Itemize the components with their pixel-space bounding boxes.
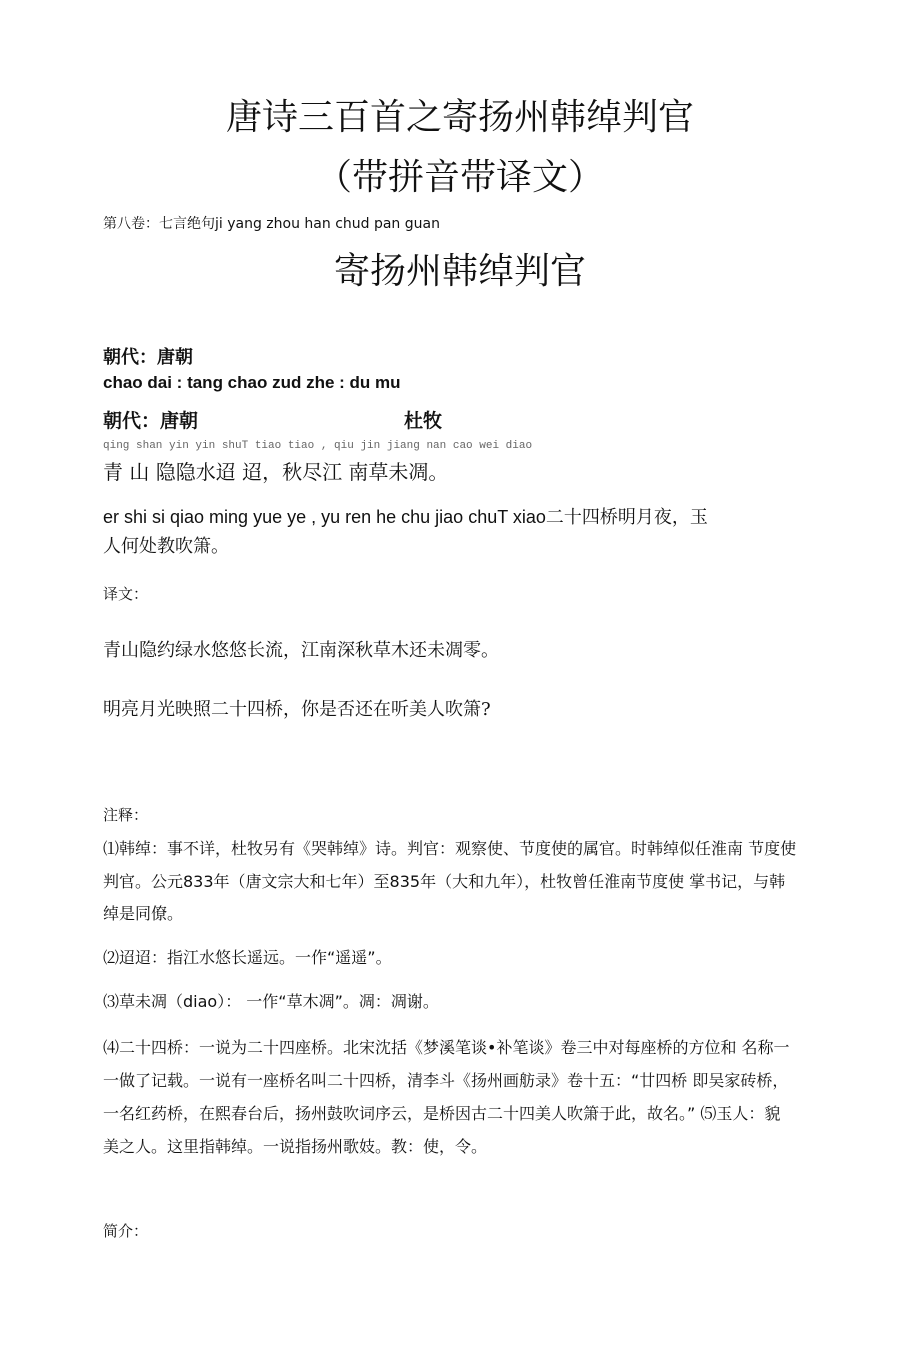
translation-label: 译文： [103,585,149,603]
dynasty: 朝代：唐朝 [103,347,193,368]
author: 杜牧 [404,410,443,432]
poem-title: 寄扬州韩绰判官 [333,251,586,292]
poem-line-2: er shi si qiao ming yue ye , yu ren he chu jiao chuT xiao二十四桥明月夜，玉 [103,507,708,527]
note-line: 美之人。这里指韩绰。一说指扬州歌妓。教：使，令。 [103,1137,488,1156]
poem-line-1: 青 山 隐隐水迢 迢，秋尽江 南草未凋。 [103,460,449,484]
note-line: ⑶草未凋（diao）： 一作“草木凋”。凋：凋谢。 [103,992,439,1011]
notes-label: 注释： [103,806,149,824]
dynasty-repeat: 朝代：唐朝 [103,410,199,432]
line1-pinyin: qing shan yin yin shuT tiao tiao , qiu jin jiang nan cao wei diao [103,440,533,452]
note-line: 绰是同僚。 [103,904,184,923]
note-line: 判官。公元833年（唐文宗大和七年）至835年（大和九年），杜牧曾任淮南节度使 掌书记，与韩 [103,872,786,891]
intro-label: 简介： [103,1222,149,1240]
translation-line: 青山隐约绿水悠悠长流，江南深秋草木还未凋零。 [103,640,499,661]
translation-line: 明亮月光映照二十四桥，你是否还在听美人吹箫? [103,699,491,720]
note-line: ⑷二十四桥：一说为二十四座桥。北宋沈括《梦溪笔谈•补笔谈》卷三中对每座桥的方位和 名称一 [103,1038,790,1057]
doc-subtitle: （带拼音带译文） [315,157,604,198]
note-line: ⑵迢迢：指江水悠长遥远。一作“遥遥”。 [103,948,392,967]
volume-line: 第八卷：七言绝句ji yang zhou han chud pan guan [103,216,440,232]
note-line: 一名红药桥，在熙春台后，扬州鼓吹词序云，是桥因古二十四美人吹箫于此，故名。” ⑸玉人：貌 [103,1104,781,1123]
note-line: ⑴韩绰：事不详，杜牧另有《哭韩绰》诗。判官：观察使、节度使的属官。时韩绰似任淮南 节度使 [103,839,797,858]
poem-line-2-cont: 人何处教吹箫。 [103,536,229,557]
note-line: 一做了记载。一说有一座桥名叫二十四桥，清李斗《扬州画舫录》卷十五：“廿四桥 即吴家砖桥， [103,1071,789,1090]
doc-title: 唐诗三百首之寄扬州韩绰判官 [225,97,694,138]
dynasty-pinyin: chao dai : tang chao zud zhe : du mu [103,373,401,392]
